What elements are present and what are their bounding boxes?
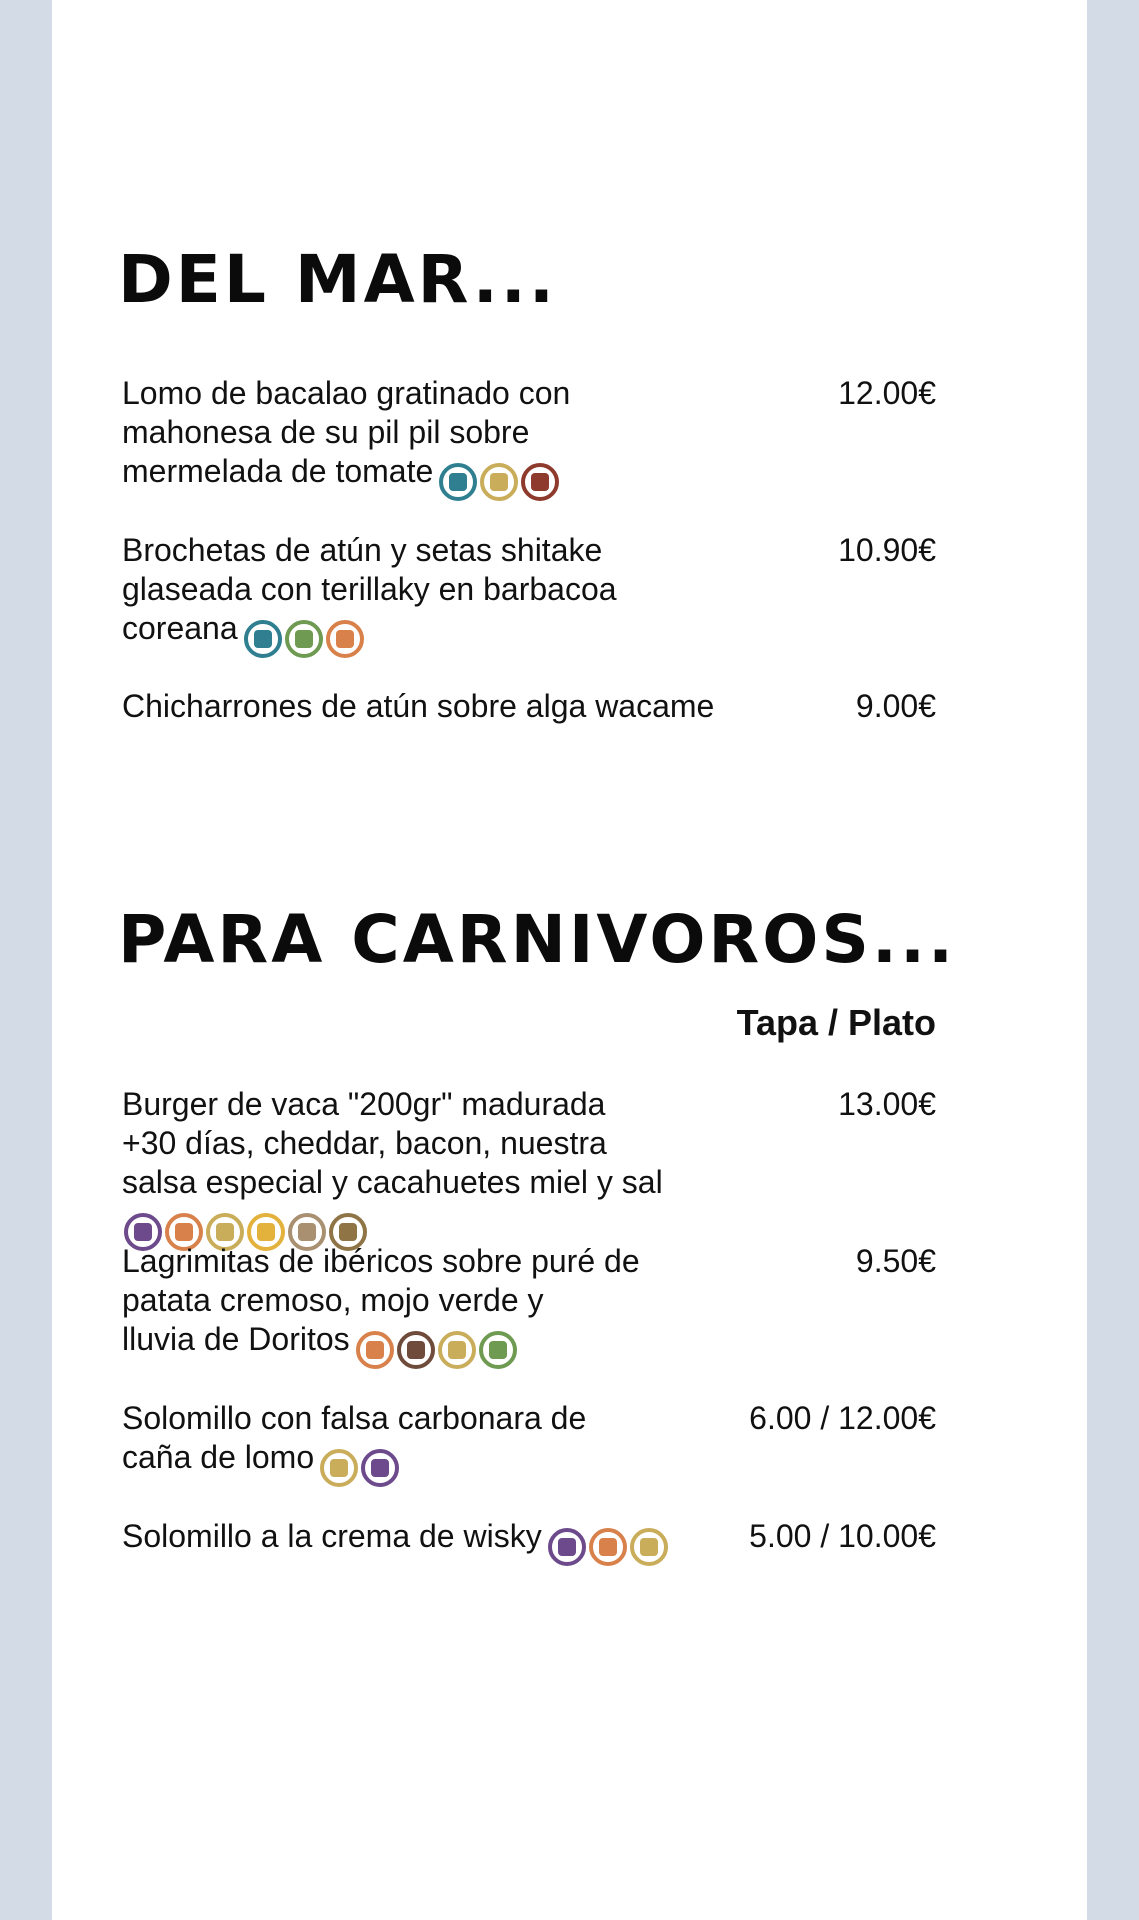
item-price: 9.50€: [855, 1243, 936, 1279]
item-price: 10.90€: [838, 532, 936, 568]
menu-item: [122, 687, 936, 726]
item-price: 13.00€: [838, 1086, 936, 1122]
allergen-symbol: [448, 1341, 466, 1359]
item-price: 9.00€: [855, 688, 936, 724]
menu-item: [122, 374, 936, 501]
gluten-allergen-icon: [326, 620, 364, 658]
allergen-icons: [356, 1331, 517, 1369]
allergen-symbol: [640, 1538, 658, 1556]
allergen-symbol: [257, 1223, 275, 1241]
section-title-del-mar: DEL MAR...: [118, 241, 557, 318]
egg-allergen-icon: [630, 1528, 668, 1566]
allergen-symbol: [254, 630, 272, 648]
item-price: 12.00€: [838, 375, 936, 411]
allergen-symbol: [295, 630, 313, 648]
menu-item: [122, 1085, 936, 1251]
nuts-allergen-icon: [397, 1331, 435, 1369]
fish-allergen-icon: [439, 463, 477, 501]
item-name: Solomillo con falsa carbonara de caña de lomo: [122, 1399, 702, 1487]
gluten-allergen-icon: [589, 1528, 627, 1566]
allergen-symbol: [489, 1341, 507, 1359]
allergen-symbol: [339, 1223, 357, 1241]
item-name: Lomo de bacalao gratinado con mahonesa de su pil pil sobre mermelada de tomate: [122, 374, 702, 501]
allergen-symbol: [298, 1223, 316, 1241]
fish-allergen-icon: [244, 620, 282, 658]
egg-allergen-icon: [438, 1331, 476, 1369]
item-name: Solomillo a la crema de wisky: [122, 1517, 702, 1566]
allergen-icons: [244, 620, 364, 658]
menu-item: [122, 531, 936, 658]
allergen-icons: [320, 1449, 399, 1487]
allergen-symbol: [366, 1341, 384, 1359]
egg-allergen-icon: [320, 1449, 358, 1487]
allergen-icons: [439, 463, 559, 501]
item-name: Brochetas de atún y setas shitake glaseada con terillaky en barbacoa coreana: [122, 531, 802, 658]
section-title-para-carnivoros: PARA CARNIVOROS...: [118, 901, 957, 978]
egg-allergen-icon: [480, 463, 518, 501]
menu-item: [122, 1242, 936, 1369]
gluten-allergen-icon: [356, 1331, 394, 1369]
allergen-symbol: [407, 1341, 425, 1359]
item-name: Burger de vaca "200gr" madurada +30 días, cheddar, bacon, nuestra salsa especial y cacahuetes miel y sal: [122, 1085, 802, 1251]
allergen-icons: [548, 1528, 668, 1566]
allergen-symbol: [531, 473, 549, 491]
dairy-allergen-icon: [361, 1449, 399, 1487]
allergen-symbol: [599, 1538, 617, 1556]
item-name: Lagrimitas de ibéricos sobre puré de patata cremoso, mojo verde y lluvia de Doritos: [122, 1242, 802, 1369]
dairy-allergen-icon: [548, 1528, 586, 1566]
allergen-symbol: [490, 473, 508, 491]
allergen-symbol: [134, 1223, 152, 1241]
item-name: Chicharrones de atún sobre alga wacame: [122, 688, 715, 724]
allergen-symbol: [558, 1538, 576, 1556]
allergen-symbol: [449, 473, 467, 491]
soy-allergen-icon: [479, 1331, 517, 1369]
allergen-symbol: [216, 1223, 234, 1241]
menu-item: [122, 1399, 936, 1487]
item-price: 6.00 / 12.00€: [749, 1400, 936, 1436]
allergen-symbol: [175, 1223, 193, 1241]
price-column-header: Tapa / Plato: [736, 1002, 936, 1043]
menu-item: [122, 1517, 936, 1566]
item-price: 5.00 / 10.00€: [749, 1518, 936, 1554]
soy-allergen-icon: [285, 620, 323, 658]
mollusc-allergen-icon: [521, 463, 559, 501]
allergen-symbol: [371, 1459, 389, 1477]
allergen-symbol: [330, 1459, 348, 1477]
allergen-symbol: [336, 630, 354, 648]
